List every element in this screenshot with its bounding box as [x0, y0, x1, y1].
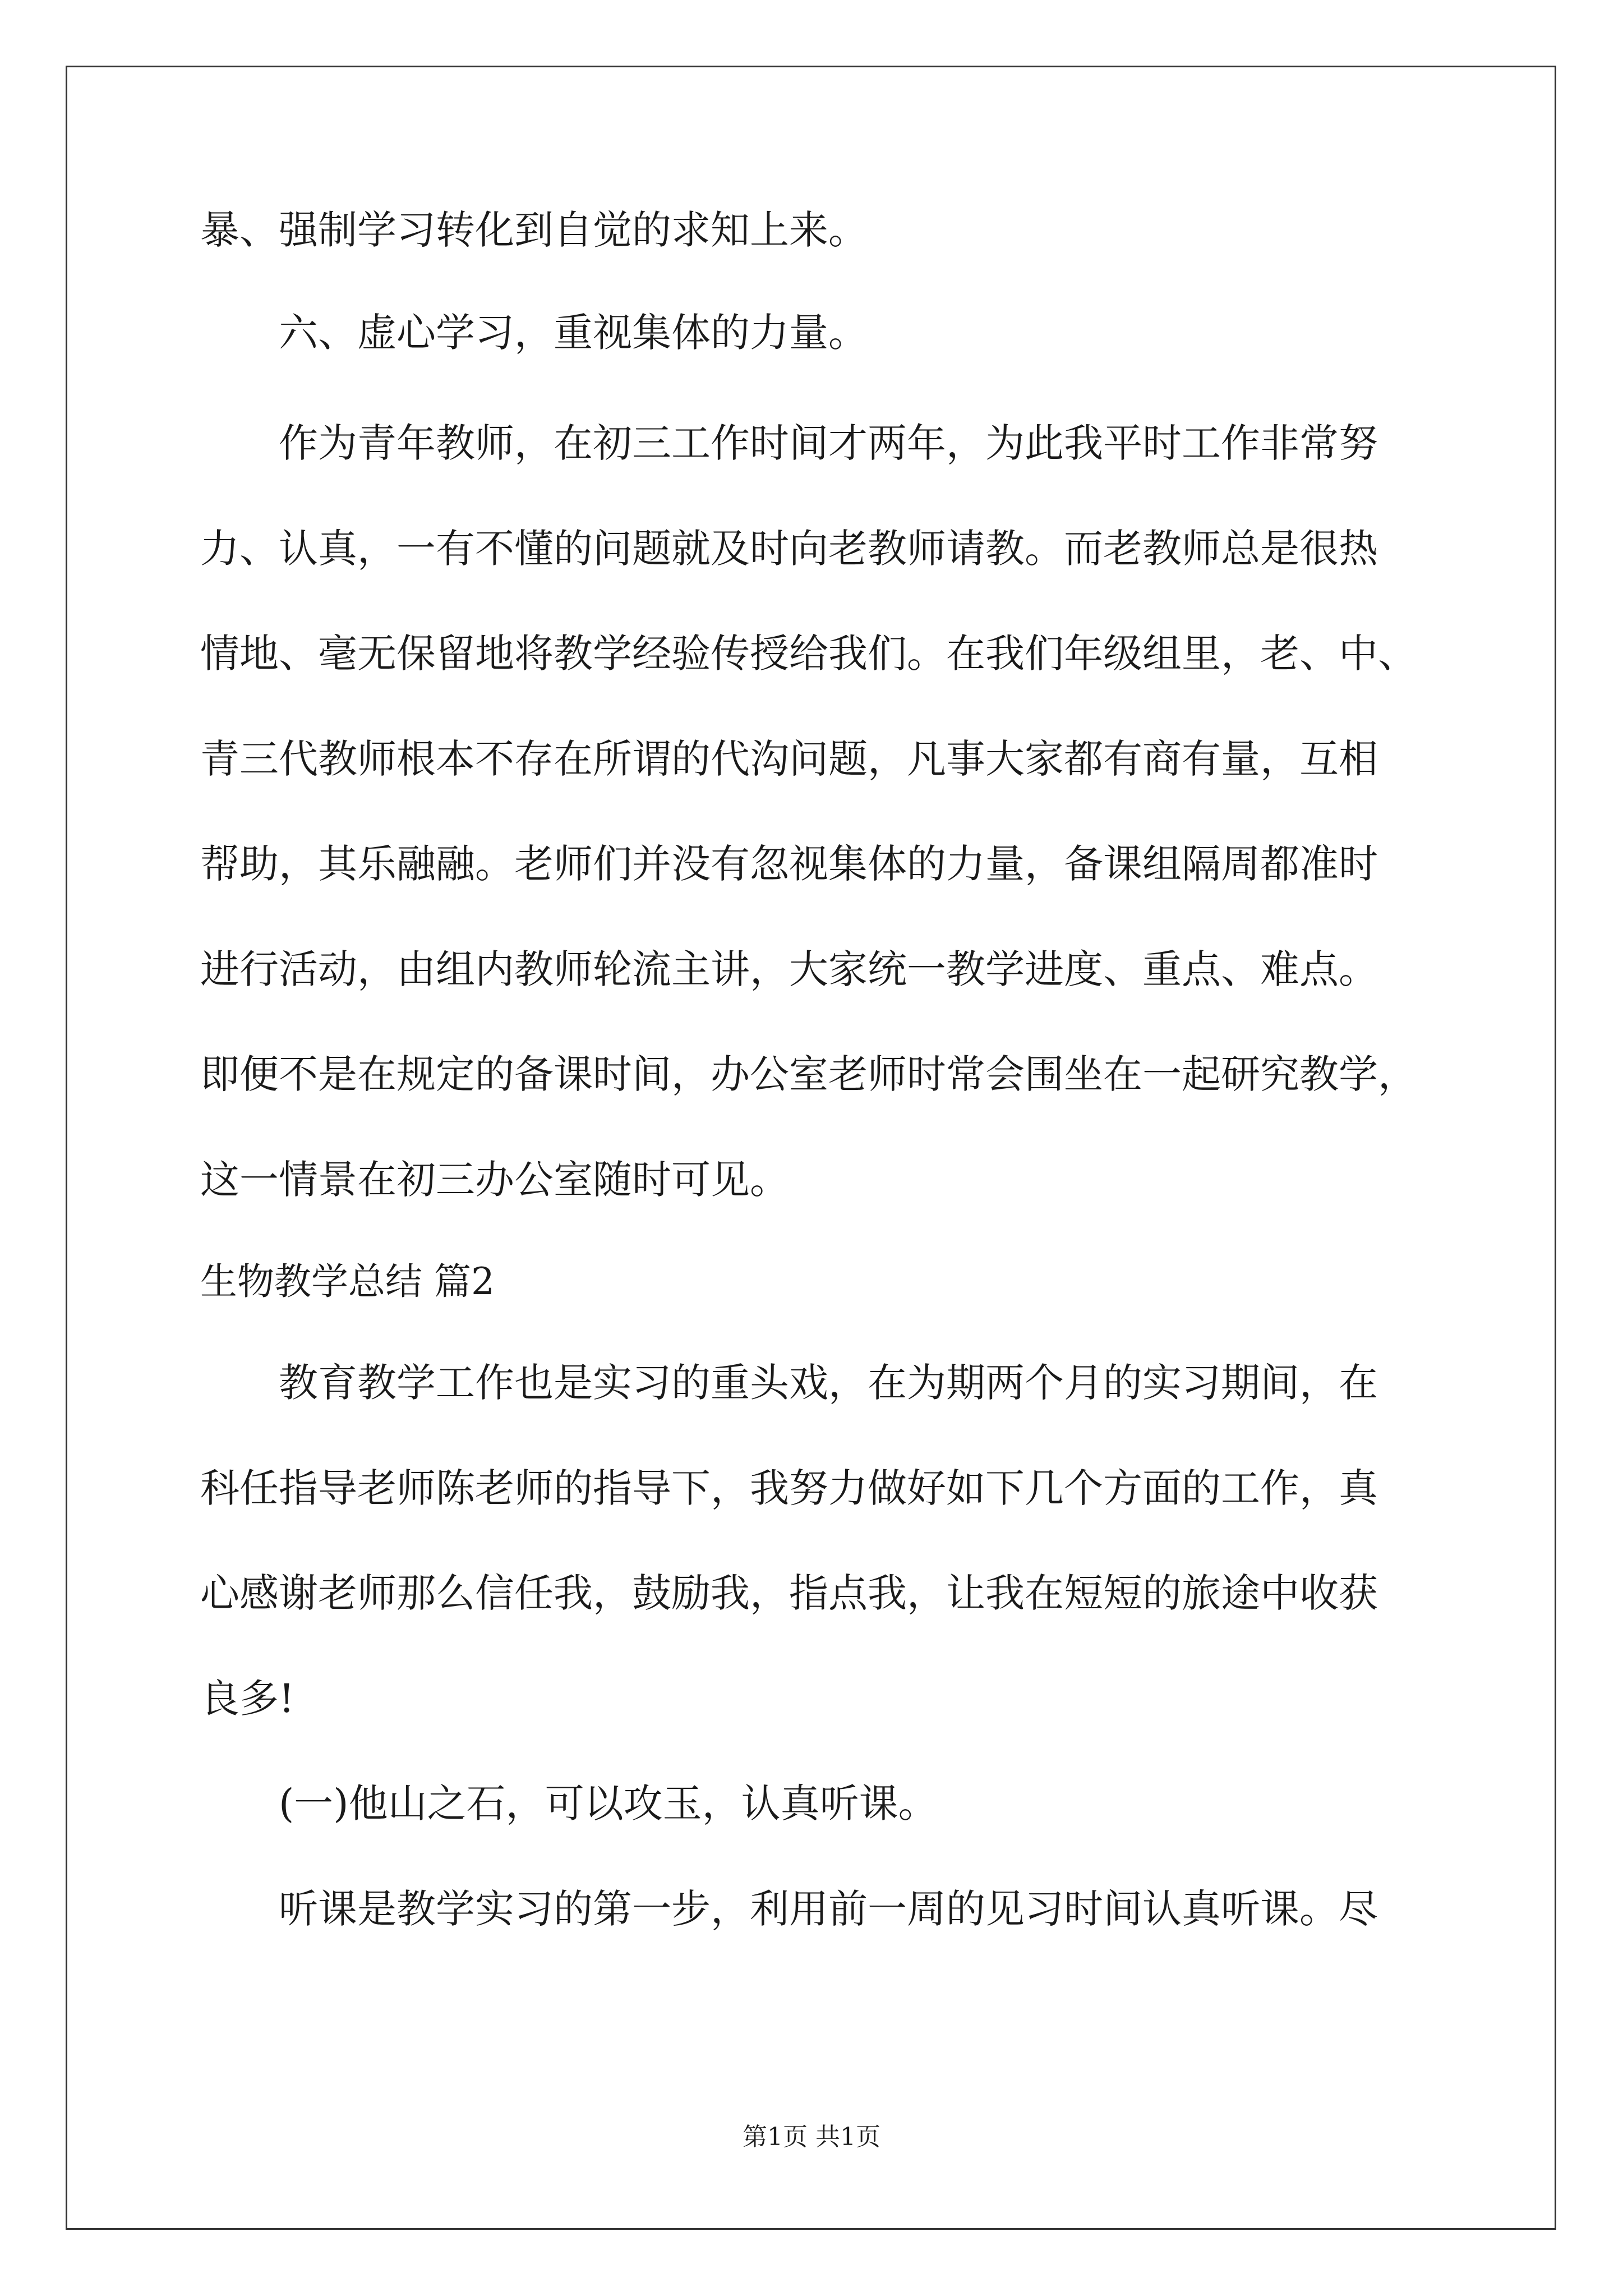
text-line: 暴、强制学习转化到自觉的求知上来。	[200, 207, 868, 253]
paragraph-line: 帮助，其乐融融。老师们并没有忽视集体的力量，备课组隔周都准时	[200, 841, 1378, 887]
paragraph-line: 情地、毫无保留地将教学经验传授给我们。在我们年级组里，老、中、	[200, 631, 1417, 677]
paragraph-line: 听课是教学实习的第一步，利用前一周的见习时间认真听课。尽	[279, 1886, 1378, 1932]
page-number-footer: 第1页 共1页	[743, 2123, 880, 2151]
paragraph-line: 进行活动，由组内教师轮流主讲，大家统一教学进度、重点、难点。	[200, 946, 1378, 992]
paragraph-line: 科任指导老师陈老师的指导下，我努力做好如下几个方面的工作，真	[200, 1465, 1378, 1511]
article-heading: 生物教学总结 篇2	[200, 1260, 495, 1303]
section-heading: 六、虚心学习，重视集体的力量。	[279, 310, 868, 356]
paragraph-line: 青三代教师根本不存在所谓的代沟问题，凡事大家都有商有量，互相	[200, 736, 1378, 782]
paragraph-line: 教育教学工作也是实习的重头戏，在为期两个月的实习期间，在	[279, 1360, 1378, 1406]
paragraph-line: 即便不是在规定的备课时间，办公室老师时常会围坐在一起研究教学，	[200, 1051, 1417, 1097]
section-heading: (一)他山之石，可以攻玉，认真听课。	[279, 1780, 938, 1826]
paragraph-line: 力、认真，一有不懂的问题就及时向老教师请教。而老教师总是很热	[200, 526, 1378, 572]
paragraph-line: 心感谢老师那么信任我，鼓励我，指点我，让我在短短的旅途中收获	[200, 1570, 1378, 1616]
paragraph-line: 作为青年教师，在初三工作时间才两年，为此我平时工作非常努	[279, 420, 1378, 466]
paragraph-line: 良多!	[200, 1676, 295, 1722]
paragraph-line: 这一情景在初三办公室随时可见。	[200, 1157, 789, 1203]
